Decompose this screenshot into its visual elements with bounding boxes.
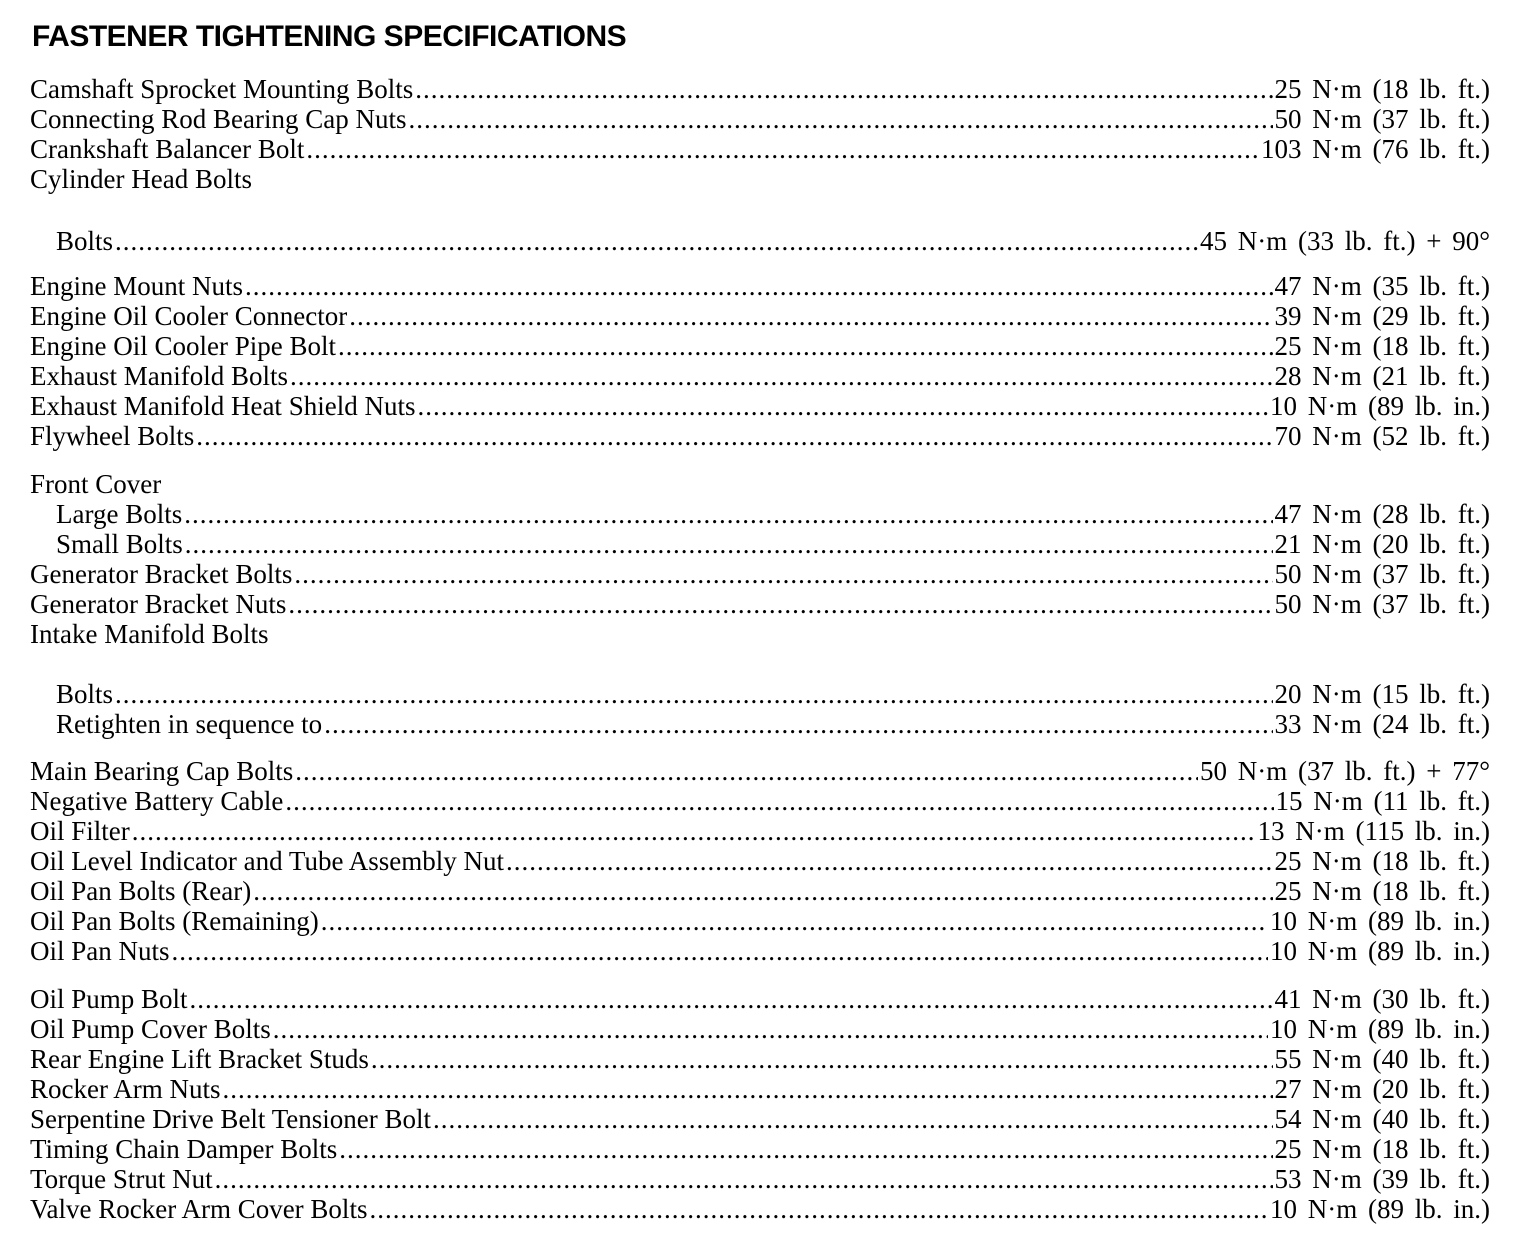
spec-label: Rear Engine Lift Bracket Studs [30,1044,369,1074]
spec-label: Oil Filter [30,816,130,846]
dot-leader [253,876,1272,906]
spec-value: 47 N·m (35 lb. ft.) [1274,271,1490,301]
spec-value: 50 N·m (37 lb. ft.) [1274,104,1490,134]
dot-leader [115,226,1198,256]
dot-leader [185,529,1273,559]
dot-leader [294,559,1272,589]
dot-leader [196,421,1272,451]
dot-leader [371,1044,1273,1074]
spec-row [30,786,1490,816]
spec-value: 15 N·m (11 lb. ft.) [1275,786,1490,816]
spec-value: 50 N·m (37 lb. ft.) + 77° [1200,756,1490,786]
spec-value: 70 N·m (52 lb. ft.) [1274,421,1490,451]
dot-leader [415,74,1272,104]
spec-group-heading: Front Cover [30,469,162,499]
spec-value: 41 N·m (30 lb. ft.) [1274,984,1490,1014]
spec-label: Oil Pan Nuts [30,936,170,966]
dot-leader [172,936,1269,966]
dot-leader [324,709,1272,739]
spec-label: Torque Strut Nut [30,1164,213,1194]
spec-row [30,876,1490,906]
spec-row [30,589,1490,619]
spec-value: 27 N·m (20 lb. ft.) [1274,1074,1490,1104]
dot-leader [349,301,1272,331]
spec-label: Serpentine Drive Belt Tensioner Bolt [30,1104,432,1134]
spec-row [30,1194,1490,1224]
dot-leader [295,756,1198,786]
spec-label: Exhaust Manifold Bolts [30,361,288,391]
dot-leader [184,499,1272,529]
spec-value: 10 N·m (89 lb. in.) [1270,1014,1490,1044]
spec-label: Rocker Arm Nuts [30,1074,221,1104]
dot-leader [273,1014,1268,1044]
spec-label: Oil Pump Cover Bolts [30,1014,271,1044]
spec-value: 25 N·m (18 lb. ft.) [1274,876,1490,906]
spec-label: Large Bolts [56,499,183,529]
spec-value: 28 N·m (21 lb. ft.) [1274,361,1490,391]
dot-leader [245,271,1273,301]
spec-label: Generator Bracket Bolts [30,559,293,589]
spec-value: 50 N·m (37 lb. ft.) [1274,559,1490,589]
spec-row [30,331,1490,361]
spec-row [56,709,1490,739]
spec-value: 47 N·m (28 lb. ft.) [1274,499,1490,529]
spec-row [56,679,1490,709]
dot-leader [321,906,1268,936]
spec-row [56,226,1490,256]
spec-value: 10 N·m (89 lb. in.) [1270,1194,1490,1224]
spec-value: 54 N·m (40 lb. ft.) [1274,1104,1490,1134]
spec-label: Negative Battery Cable [30,786,284,816]
spec-row [30,756,1490,786]
spec-row [30,984,1490,1014]
dot-leader [506,846,1273,876]
spec-value: 10 N·m (89 lb. in.) [1270,906,1490,936]
spec-value: 20 N·m (15 lb. ft.) [1274,679,1490,709]
spec-label: Oil Pan Bolts (Rear) [30,876,252,906]
spec-row [30,301,1490,331]
dot-leader [290,361,1273,391]
spec-label: Retighten in sequence to [56,709,323,739]
spec-row [30,936,1490,966]
spec-row [30,816,1490,846]
spec-value: 10 N·m (89 lb. in.) [1270,391,1490,421]
spec-label: Generator Bracket Nuts [30,589,287,619]
spec-value: 25 N·m (18 lb. ft.) [1274,1134,1490,1164]
dot-leader [132,816,1256,846]
spec-value: 25 N·m (18 lb. ft.) [1274,74,1490,104]
spec-label: Engine Oil Cooler Pipe Bolt [30,331,336,361]
spec-row [30,1014,1490,1044]
dot-leader [215,1164,1273,1194]
spec-label: Small Bolts [56,529,183,559]
spec-row [30,104,1490,134]
spec-value: 50 N·m (37 lb. ft.) [1274,589,1490,619]
dot-leader [190,984,1273,1014]
dot-leader [288,589,1272,619]
spec-row [30,391,1490,421]
spec-value: 33 N·m (24 lb. ft.) [1274,709,1490,739]
spec-row [30,1074,1490,1104]
spec-label: Connecting Rod Bearing Cap Nuts [30,104,407,134]
spec-row [56,499,1490,529]
spec-row [30,559,1490,589]
spec-label: Main Bearing Cap Bolts [30,756,294,786]
spec-value: 25 N·m (18 lb. ft.) [1274,331,1490,361]
spec-value: 21 N·m (20 lb. ft.) [1274,529,1490,559]
spec-row [30,1134,1490,1164]
spec-label: Oil Pan Bolts (Remaining) [30,906,319,936]
spec-label: Exhaust Manifold Heat Shield Nuts [30,391,416,421]
spec-value: 55 N·m (40 lb. ft.) [1274,1044,1490,1074]
spec-row [30,134,1490,164]
spec-label: Oil Level Indicator and Tube Assembly Nut [30,846,504,876]
spec-value: 25 N·m (18 lb. ft.) [1274,846,1490,876]
spec-group-heading: Cylinder Head Bolts [30,164,252,194]
spec-label: Camshaft Sprocket Mounting Bolts [30,74,414,104]
dot-leader [339,1134,1272,1164]
spec-label: Flywheel Bolts [30,421,195,451]
spec-label: Bolts [56,226,114,256]
dot-leader [433,1104,1272,1134]
dot-leader [338,331,1273,361]
spec-row [56,529,1490,559]
spec-label: Crankshaft Balancer Bolt [30,134,305,164]
spec-row [30,271,1490,301]
spec-value: 45 N·m (33 lb. ft.) + 90° [1200,226,1490,256]
spec-row [30,361,1490,391]
page-title: FASTENER TIGHTENING SPECIFICATIONS [32,20,627,53]
spec-value: 103 N·m (76 lb. ft.) [1261,134,1490,164]
spec-value: 10 N·m (89 lb. in.) [1270,936,1490,966]
spec-row [30,906,1490,936]
dot-leader [408,104,1272,134]
spec-value: 13 N·m (115 lb. in.) [1257,816,1490,846]
spec-row [30,846,1490,876]
spec-label: Engine Oil Cooler Connector [30,301,348,331]
spec-row [30,421,1490,451]
spec-group-heading: Intake Manifold Bolts [30,619,269,649]
dot-leader [222,1074,1272,1104]
spec-row [30,1104,1490,1134]
dot-leader [115,679,1273,709]
dot-leader [285,786,1273,816]
dot-leader [417,391,1268,421]
spec-label: Bolts [56,679,114,709]
dot-leader [306,134,1259,164]
spec-row [30,74,1490,104]
spec-row [30,1044,1490,1074]
spec-label: Valve Rocker Arm Cover Bolts [30,1194,368,1224]
spec-label: Engine Mount Nuts [30,271,243,301]
spec-label: Oil Pump Bolt [30,984,188,1014]
dot-leader [369,1194,1268,1224]
spec-value: 39 N·m (29 lb. ft.) [1274,301,1490,331]
spec-row [30,1164,1490,1194]
spec-label: Timing Chain Damper Bolts [30,1134,338,1164]
spec-value: 53 N·m (39 lb. ft.) [1274,1164,1490,1194]
